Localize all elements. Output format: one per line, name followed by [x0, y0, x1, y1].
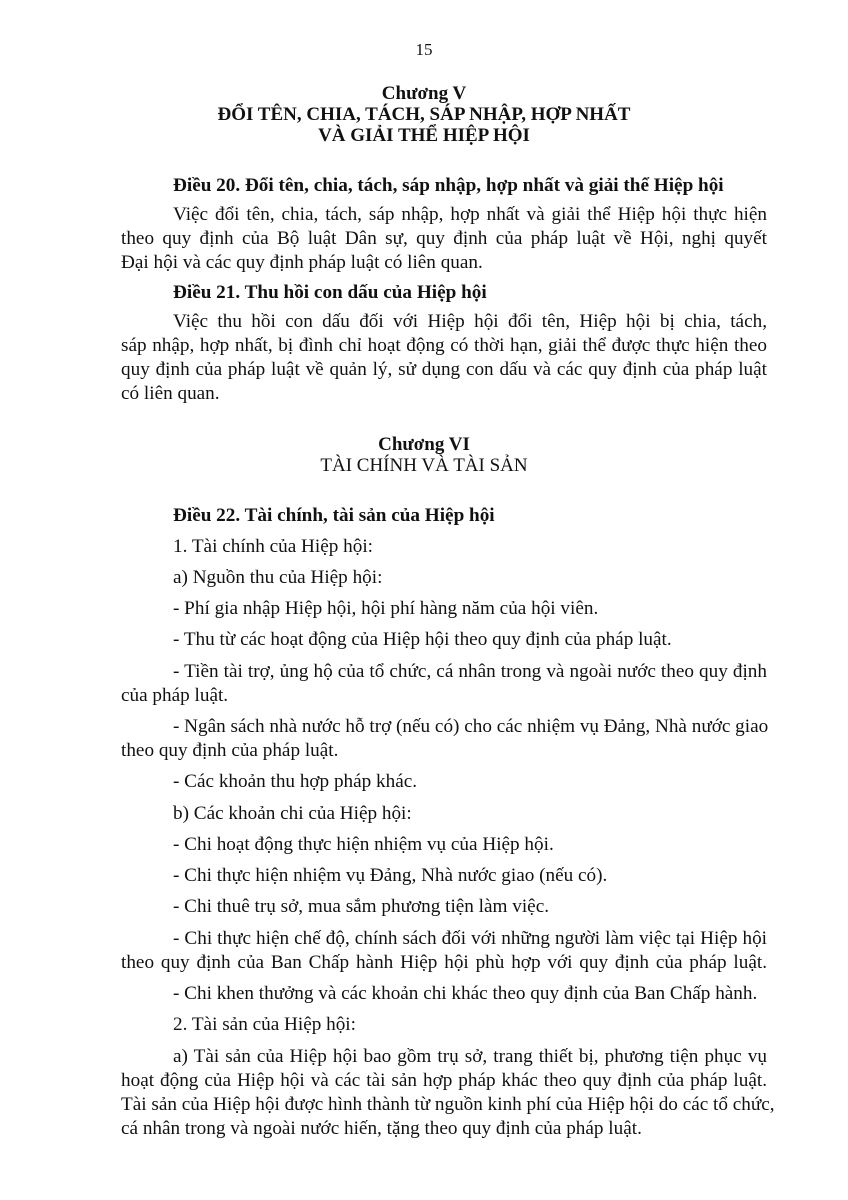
- article-20-line: theo quy định của Bộ luật Dân sự, quy định của pháp luật về Hội, nghị quyết: [121, 228, 767, 249]
- article-22-line: - Thu từ các hoạt động của Hiệp hội theo quy định của pháp luật.: [173, 629, 672, 650]
- article-21-line: có liên quan.: [121, 383, 220, 404]
- chapter-6-title: Chương VI: [378, 434, 470, 455]
- chapter-6-subtitle: TÀI CHÍNH VÀ TÀI SẢN: [320, 455, 528, 476]
- article-22-line: - Chi khen thưởng và các khoản chi khác theo quy định của Ban Chấp hành.: [173, 983, 758, 1004]
- chapter-5-subtitle-line-2: VÀ GIẢI THỂ HIỆP HỘI: [318, 125, 530, 146]
- article-21-line: quy định của pháp luật về quản lý, sử dụng con dấu và các quy định của pháp luật: [121, 359, 767, 380]
- article-22-line: a) Tài sản của Hiệp hội bao gồm trụ sở, trang thiết bị, phương tiện phục vụ: [173, 1046, 767, 1067]
- article-22-line: b) Các khoản chi của Hiệp hội:: [173, 803, 412, 824]
- article-22-line: - Tiền tài trợ, ủng hộ của tổ chức, cá nhân trong và ngoài nước theo quy định: [173, 661, 767, 682]
- article-22-line: a) Nguồn thu của Hiệp hội:: [173, 567, 383, 588]
- article-20-heading: Điều 20. Đổi tên, chia, tách, sáp nhập, hợp nhất và giải thể Hiệp hội: [173, 175, 724, 196]
- page-number: 15: [415, 40, 433, 59]
- article-22-line: của pháp luật.: [121, 685, 229, 706]
- article-20-line: Việc đổi tên, chia, tách, sáp nhập, hợp nhất và giải thể Hiệp hội thực hiện: [173, 204, 767, 225]
- article-22-line: cá nhân trong và ngoài nước hiến, tặng theo quy định của pháp luật.: [121, 1118, 642, 1139]
- article-22-line: - Các khoản thu hợp pháp khác.: [173, 771, 418, 792]
- article-22-line: hoạt động của Hiệp hội và các tài sản hợp pháp khác theo quy định của pháp luật.: [121, 1070, 767, 1091]
- chapter-5-subtitle-line-1: ĐỔI TÊN, CHIA, TÁCH, SÁP NHẬP, HỢP NHẤT: [217, 104, 631, 125]
- article-22-line: 1. Tài chính của Hiệp hội:: [173, 536, 373, 557]
- article-22-heading: Điều 22. Tài chính, tài sản của Hiệp hội: [173, 505, 495, 526]
- article-22-line: - Ngân sách nhà nước hỗ trợ (nếu có) cho các nhiệm vụ Đảng, Nhà nước giao: [173, 716, 769, 737]
- article-21-line: Việc thu hồi con dấu đối với Hiệp hội đổi tên, Hiệp hội bị chia, tách,: [173, 311, 767, 332]
- article-20-line: Đại hội và các quy định pháp luật có liên quan.: [121, 252, 483, 273]
- article-22-line: theo quy định của Ban Chấp hành Hiệp hội phù hợp với quy định của pháp luật.: [121, 952, 767, 973]
- article-22-line: - Chi thực hiện nhiệm vụ Đảng, Nhà nước giao (nếu có).: [173, 865, 608, 886]
- article-21-line: sáp nhập, hợp nhất, bị đình chỉ hoạt động có thời hạn, giải thể được thực hiện theo: [121, 335, 767, 356]
- article-22-line: - Chi thực hiện chế độ, chính sách đối với những người làm việc tại Hiệp hội: [173, 928, 767, 949]
- article-22-line: - Chi thuê trụ sở, mua sắm phương tiện làm việc.: [173, 896, 550, 917]
- article-21-heading: Điều 21. Thu hồi con dấu của Hiệp hội: [173, 282, 487, 303]
- article-22-line: - Phí gia nhập Hiệp hội, hội phí hàng năm của hội viên.: [173, 598, 599, 619]
- article-22-line: 2. Tài sản của Hiệp hội:: [173, 1014, 356, 1035]
- article-22-line: theo quy định của pháp luật.: [121, 740, 339, 761]
- chapter-5-title: Chương V: [381, 83, 467, 104]
- article-22-line: - Chi hoạt động thực hiện nhiệm vụ của Hiệp hội.: [173, 834, 554, 855]
- article-22-line: Tài sản của Hiệp hội được hình thành từ nguồn kinh phí của Hiệp hội do các tổ chức,: [121, 1094, 775, 1115]
